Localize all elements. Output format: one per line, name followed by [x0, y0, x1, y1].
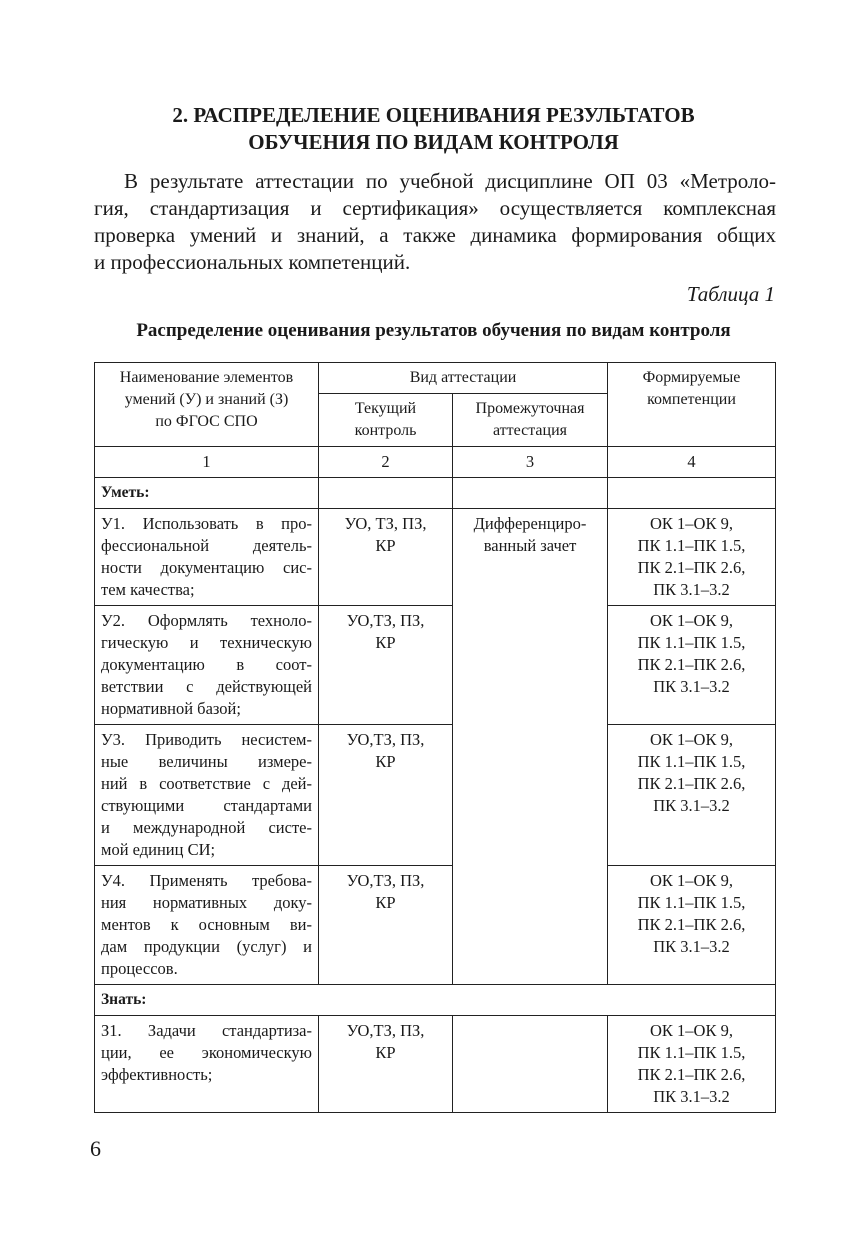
- column-number-row: [95, 447, 776, 478]
- table-row: [95, 866, 776, 985]
- header-competencies: Формируемые компетенции: [608, 363, 776, 447]
- section-row-skills: [95, 478, 776, 509]
- table-row: [95, 1016, 776, 1113]
- intro-line: В результате аттестации по учебной дисциплине ОП 03 «Метроло-: [124, 169, 776, 193]
- table-header-row: [95, 363, 776, 394]
- header-elements: Наименование элементов умений (У) и знаний (З) по ФГОС СПО: [95, 363, 319, 447]
- intro-line: и профессиональных компетенций.: [94, 250, 411, 274]
- assessment-table: [94, 362, 776, 1113]
- column-number: 1: [95, 447, 319, 478]
- skill-name: У1. Использовать в про- фессиональной деятель- ности документацию сис- тем качества;: [95, 509, 319, 606]
- page-number: 6: [90, 1136, 101, 1161]
- table-label: Таблица 1: [686, 282, 775, 306]
- competencies: ОК 1–ОК 9, ПК 1.1–ПК 1.5, ПК 2.1–ПК 2.6, ПК 3.1–3.2: [608, 606, 776, 725]
- current-control: УО,ТЗ, ПЗ, КР: [319, 1016, 453, 1113]
- table-title: Распределение оценивания результатов обучения по видам контроля: [136, 320, 731, 341]
- competencies: ОК 1–ОК 9, ПК 1.1–ПК 1.5, ПК 2.1–ПК 2.6, ПК 3.1–3.2: [608, 509, 776, 606]
- knowledge-name: З1. Задачи стандартиза- ции, ее экономическую эффективность;: [95, 1016, 319, 1113]
- current-control: УО,ТЗ, ПЗ, КР: [319, 725, 453, 866]
- current-control: УО, ТЗ, ПЗ, КР: [319, 509, 453, 606]
- header-attestation-group: Вид аттестации: [319, 363, 608, 394]
- column-number: 4: [608, 447, 776, 478]
- competencies: ОК 1–ОК 9, ПК 1.1–ПК 1.5, ПК 2.1–ПК 2.6, ПК 3.1–3.2: [608, 866, 776, 985]
- intermediate-attestation: [453, 1016, 608, 1113]
- skill-name: У2. Оформлять техноло- гическую и техническую документацию в соот- ветствии с действующей нормативной базой;: [95, 606, 319, 725]
- current-control: УО,ТЗ, ПЗ, КР: [319, 866, 453, 985]
- table-row: [95, 509, 776, 606]
- section-label: Уметь:: [95, 478, 319, 509]
- header-intermediate-attestation: Промежуточная аттестация: [453, 394, 608, 447]
- skill-name: У4. Применять требова- ния нормативных доку- ментов к основным ви- дам продукции (услуг) и процессов.: [95, 866, 319, 985]
- competencies: ОК 1–ОК 9, ПК 1.1–ПК 1.5, ПК 2.1–ПК 2.6, ПК 3.1–3.2: [608, 1016, 776, 1113]
- section-row-knowledge: [95, 985, 776, 1016]
- table-row: [95, 606, 776, 725]
- table-row: [95, 725, 776, 866]
- header-current-control: Текущий контроль: [319, 394, 453, 447]
- section-heading: [90, 102, 777, 156]
- current-control: УО,ТЗ, ПЗ, КР: [319, 606, 453, 725]
- section-heading-line: ОБУЧЕНИЯ ПО ВИДАМ КОНТРОЛЯ: [248, 130, 619, 154]
- intro-line: проверка умений и знаний, а также динамика формирования общих: [94, 223, 776, 247]
- column-number: 3: [453, 447, 608, 478]
- section-heading-line: 2. РАСПРЕДЕЛЕНИЕ ОЦЕНИВАНИЯ РЕЗУЛЬТАТОВ: [172, 103, 695, 127]
- intro-line: гия, стандартизация и сертификация» осуществляется комплексная: [94, 196, 776, 220]
- column-number: 2: [319, 447, 453, 478]
- skill-name: У3. Приводить несистем- ные величины измере- ний в соответствие с дей- ствующими стандартами и международной систе- мой единиц СИ;: [95, 725, 319, 866]
- intermediate-attestation: Дифференциро- ванный зачет: [453, 509, 608, 985]
- competencies: ОК 1–ОК 9, ПК 1.1–ПК 1.5, ПК 2.1–ПК 2.6, ПК 3.1–3.2: [608, 725, 776, 866]
- section-label: Знать:: [95, 985, 776, 1016]
- intro-paragraph: [94, 168, 776, 276]
